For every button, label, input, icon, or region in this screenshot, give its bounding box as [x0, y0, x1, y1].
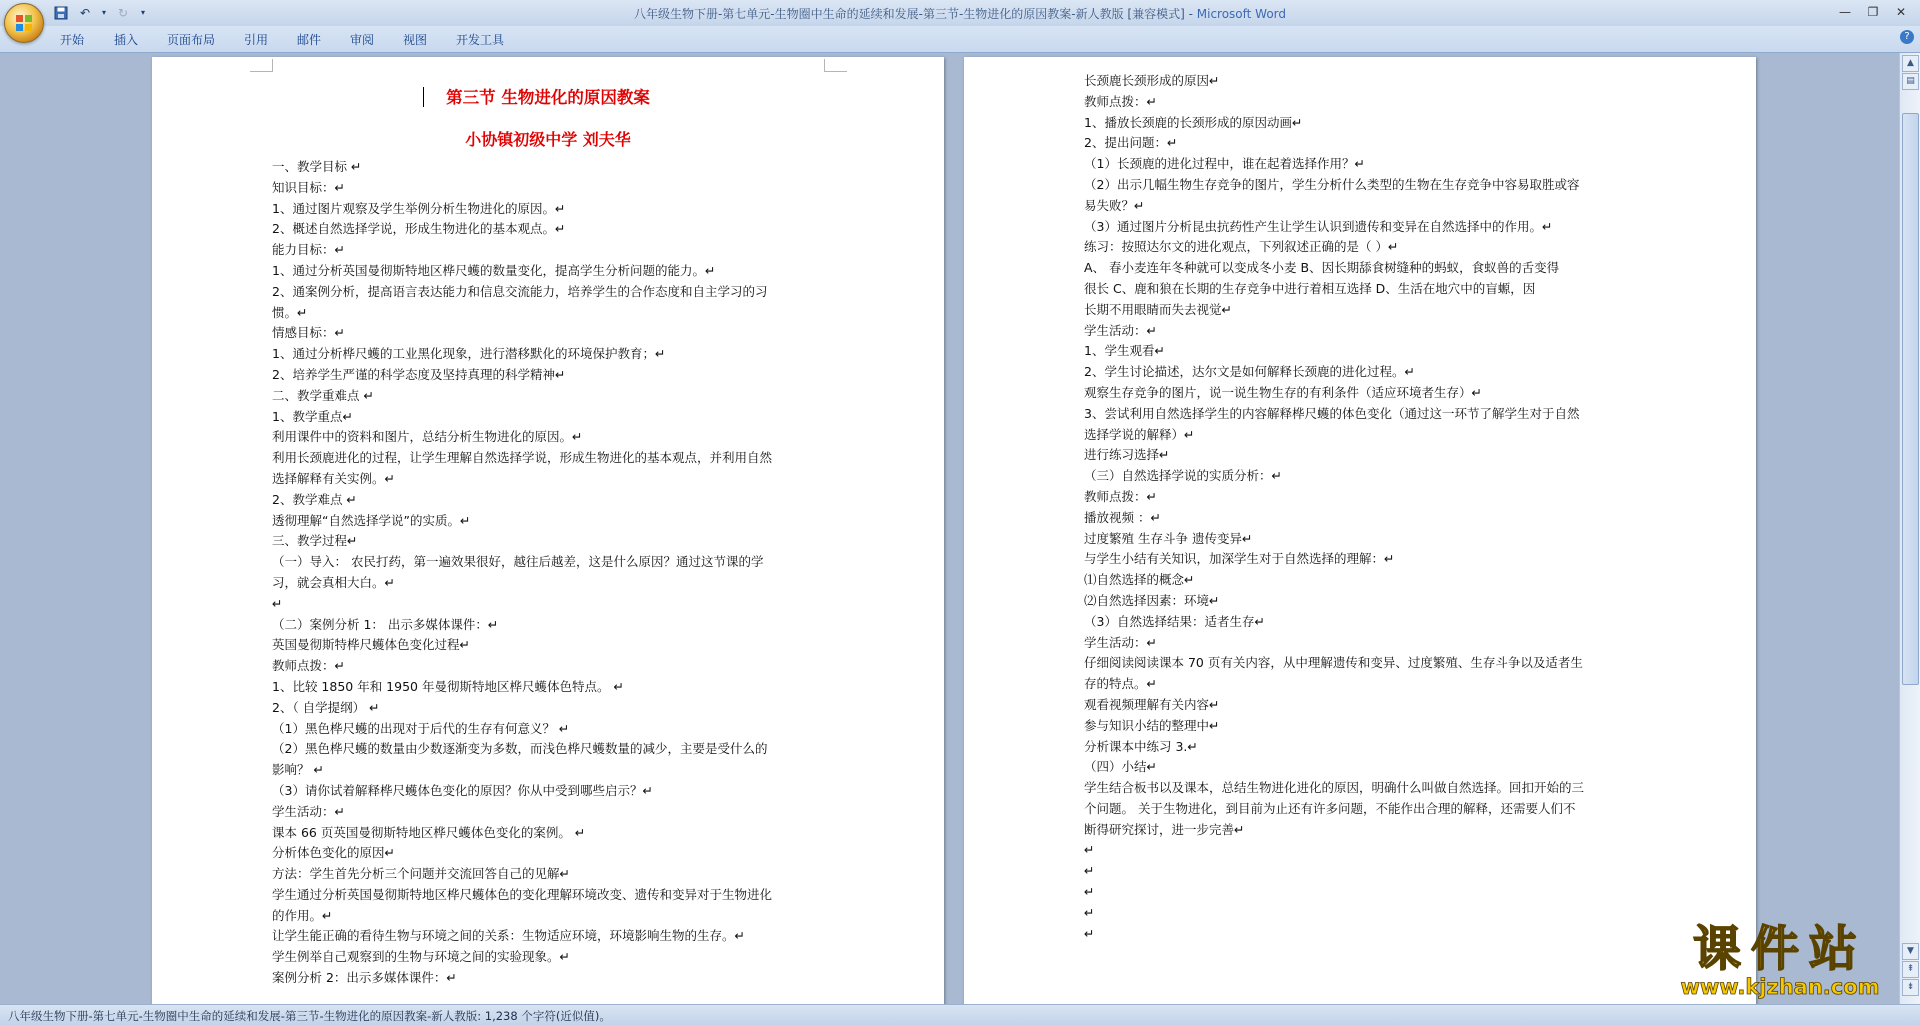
watermark-logo-text: 课件站: [1692, 921, 1867, 977]
paragraph-line: 与学生小结有关知识，加深学生对于自然选择的理解：↵: [1084, 551, 1395, 567]
page-2-body: [1084, 71, 1644, 944]
paragraph-line: （2）出示几幅生物生存竞争的图片，学生分析什么类型的生物在生存竞争中容易取胜或容: [1084, 176, 1580, 192]
paragraph-line: 2、概述自然选择学说，形成生物进化的基本观点。↵: [272, 221, 566, 237]
paragraph-line: 教师点拨：↵: [272, 658, 345, 674]
office-logo-icon: [14, 13, 34, 33]
paragraph-line: 1、通过图片观察及学生举例分析生物进化的原因。↵: [272, 200, 566, 216]
paragraph-line: 1、通过分析英国曼彻斯特地区桦尺蠖的数量变化，提高学生分析问题的能力。↵: [272, 262, 716, 278]
paragraph-line: 分析体色变化的原因↵: [272, 845, 395, 861]
paragraph-line: 习，就会真相大白。↵: [272, 574, 395, 590]
paragraph-line: 一、教学目标 ↵: [272, 159, 362, 174]
paragraph-line: ↵: [1084, 904, 1095, 920]
redo-icon[interactable]: ↻: [117, 5, 129, 20]
page-corner-mark: [824, 59, 847, 72]
undo-icon[interactable]: ↶: [79, 5, 91, 20]
paragraph-line: （三）自然选择学说的实质分析：↵: [1084, 468, 1282, 484]
page-corner-mark: [250, 59, 273, 72]
paragraph-line: 分析课本中练习 3.↵: [1084, 738, 1198, 754]
paragraph-line: 2、（ 自学提纲） ↵: [272, 699, 380, 715]
paragraph-line: 学生活动：↵: [1084, 634, 1157, 650]
maximize-icon[interactable]: ❐: [1867, 5, 1879, 19]
paragraph-line: 情感目标：↵: [272, 325, 345, 341]
paragraph-line: 影响？ ↵: [272, 762, 324, 778]
paragraph-line: 很长 C、鹿和狼在长期的生存竞争中进行着相互选择 D、生活在地穴中的盲螈，因: [1084, 280, 1536, 296]
next-page-icon[interactable]: ⇟: [1902, 979, 1919, 996]
paragraph-line: 观看视频理解有关内容↵: [1084, 696, 1220, 712]
ribbon-tabs: [0, 26, 1920, 53]
paragraph-line: 个问题。 关于生物进化，到目前为止还有许多问题，不能作出合理的解释，还需要人们不: [1084, 800, 1576, 816]
paragraph-line: 长期不用眼睛而失去视觉↵: [1084, 301, 1232, 317]
paragraph-line: （3）自然选择结果：适者生存↵: [1084, 613, 1265, 629]
status-word-count[interactable]: 八年级生物下册-第七单元-生物圈中生命的延续和发展-第三节-生物进化的原因教案-新人教版: 1,238 个字符(近似值)。: [8, 1009, 611, 1023]
paragraph-line: 过度繁殖 生存斗争 遗传变异↵: [1084, 530, 1253, 546]
paragraph-line: 教师点拨：↵: [1084, 93, 1157, 109]
document-page-2[interactable]: [964, 57, 1756, 1005]
paragraph-line: 案例分析 2：出示多媒体课件：↵: [272, 970, 457, 986]
paragraph-line: 利用课件中的资料和图片，总结分析生物进化的原因。↵: [272, 429, 583, 445]
paragraph-line: ⑵自然选择因素：环境↵: [1084, 592, 1220, 608]
paragraph-line: ↵: [1084, 925, 1095, 941]
paragraph-line: ↵: [1084, 842, 1095, 858]
paragraph-line: 1、播放长颈鹿的长颈形成的原因动画↵: [1084, 114, 1303, 130]
paragraph-line: 学生结合板书以及课本，总结生物进化进化的原因，明确什么叫做自然选择。回扣开始的三: [1084, 780, 1585, 796]
paragraph-line: 参与知识小结的整理中↵: [1084, 717, 1220, 733]
paragraph-line: 2、通案例分析，提高语言表达能力和信息交流能力，培养学生的合作态度和自主学习的习: [272, 283, 768, 299]
paragraph-line: 长颈鹿长颈形成的原因↵: [1084, 73, 1220, 88]
app-name: Microsoft Word: [1196, 7, 1287, 21]
paragraph-line: 利用长颈鹿进化的过程，让学生理解自然选择学说，形成生物进化的基本观点，并利用自然: [272, 450, 773, 466]
tab-references[interactable]: 引用: [244, 33, 269, 47]
paragraph-line: ⑴自然选择的概念↵: [1084, 572, 1195, 588]
paragraph-line: 2、教学难点 ↵: [272, 491, 357, 507]
paragraph-line: 惯。↵: [272, 304, 308, 320]
document-title: 第三节 生物进化的原因教案: [446, 88, 650, 107]
paragraph-line: （2）黑色桦尺蠖的数量由少数逐渐变为多数，而浅色桦尺蠖数量的减少，主要是受什么的: [272, 741, 768, 757]
paragraph-line: 选择解释有关实例。↵: [272, 470, 395, 486]
paragraph-line: 知识目标：↵: [272, 179, 345, 195]
paragraph-line: 能力目标：↵: [272, 242, 345, 258]
paragraph-line: 3、尝试利用自然选择学生的内容解释桦尺蠖的体色变化（通过这一环节了解学生对于自然: [1084, 405, 1580, 421]
paragraph-line: （1）长颈鹿的进化过程中，谁在起着选择作用？↵: [1084, 156, 1365, 172]
office-button[interactable]: [4, 3, 44, 43]
paragraph-line: 2、培养学生严谨的科学态度及坚持真理的科学精神↵: [272, 366, 566, 382]
tab-insert[interactable]: 插入: [114, 33, 139, 47]
window-controls: [1832, 2, 1914, 22]
paragraph-line: 学生通过分析英国曼彻斯特地区桦尺蠖体色的变化理解环境改变、遗传和变异对于生物进化: [272, 886, 773, 902]
paragraph-line: （3）通过图片分析昆虫抗药性产生让学生认识到遗传和变异在自然选择中的作用。↵: [1084, 218, 1553, 234]
document-workspace: [0, 53, 1900, 1005]
document-author: 小协镇初级中学 刘夫华: [465, 130, 631, 149]
close-icon[interactable]: ✕: [1895, 5, 1907, 19]
paragraph-line: 仔细阅读阅读课本 70 页有关内容，从中理解遗传和变异、过度繁殖、生存斗争以及适者生: [1084, 655, 1583, 671]
document-name: 八年级生物下册-第七单元-生物圈中生命的延续和发展-第三节-生物进化的原因教案-新人教版 [兼容模式] -: [633, 7, 1197, 21]
paragraph-line: 存的特点。↵: [1084, 676, 1157, 692]
status-bar: [0, 1004, 1920, 1025]
paragraph-line: A、 春小麦连年冬种就可以变成冬小麦 B、因长期舔食树缝种的蚂蚁，食蚁兽的舌变得: [1084, 260, 1560, 276]
paragraph-line: 观察生存竞争的图片，说一说生物生存的有利条件（适应环境者生存）↵: [1084, 384, 1482, 400]
tab-review[interactable]: 审阅: [350, 33, 375, 47]
paragraph-line: ↵: [272, 595, 283, 611]
paragraph-line: 2、学生讨论描述，达尔文是如何解释长颈鹿的进化过程。↵: [1084, 364, 1415, 380]
paragraph-line: ↵: [1084, 863, 1095, 879]
paragraph-line: （四）小结↵: [1084, 759, 1157, 775]
title-bar: [0, 0, 1920, 27]
help-icon[interactable]: ?: [1900, 30, 1914, 44]
tab-page-layout[interactable]: 页面布局: [167, 33, 216, 47]
scroll-up-icon[interactable]: ▲: [1902, 55, 1919, 72]
tab-mailings[interactable]: 邮件: [297, 33, 322, 47]
paragraph-line: 方法：学生首先分析三个问题并交流回答自己的见解↵: [272, 866, 570, 882]
paragraph-line: 学生活动：↵: [272, 803, 345, 819]
minimize-icon[interactable]: —: [1839, 5, 1851, 19]
tab-developer[interactable]: 开发工具: [456, 33, 505, 47]
paragraph-line: 让学生能正确的看待生物与环境之间的关系：生物适应环境，环境影响生物的生存。↵: [272, 928, 745, 944]
scrollbar-thumb[interactable]: [1902, 113, 1919, 685]
paragraph-line: 三、教学过程↵: [272, 533, 358, 549]
paragraph-line: （1）黑色桦尺蠖的出现对于后代的生存有何意义？ ↵: [272, 720, 570, 736]
vertical-scrollbar[interactable]: [1899, 53, 1920, 1005]
paragraph-line: 播放视频 ：↵: [1084, 509, 1161, 525]
paragraph-line: 学生例举自己观察到的生物与环境之间的实验现象。↵: [272, 949, 570, 965]
paragraph-line: ↵: [1084, 884, 1095, 900]
window-title: [0, 5, 1920, 22]
paragraph-line: 1、教学重点↵: [272, 408, 353, 424]
paragraph-line: 断得研究探讨，进一步完善↵: [1084, 821, 1245, 837]
paragraph-line: （3）请你试着解释桦尺蠖体色变化的原因？你从中受到哪些启示？↵: [272, 782, 653, 798]
page-1-body: [272, 157, 832, 989]
scroll-down-icon[interactable]: ▼: [1902, 943, 1919, 960]
tab-view[interactable]: 视图: [403, 33, 428, 47]
paragraph-line: （一）导入： 农民打药，第一遍效果很好，越往后越差，这是什么原因？通过这节课的学: [272, 554, 764, 570]
paragraph-line: 练习：按照达尔文的进化观点，下列叙述正确的是（ ）↵: [1084, 239, 1399, 255]
paragraph-line: 1、通过分析桦尺蠖的工业黑化现象，进行潜移默化的环境保护教育；↵: [272, 346, 666, 362]
previous-page-icon[interactable]: ⇞: [1902, 961, 1919, 978]
paragraph-line: 英国曼彻斯特桦尺蠖体色变化过程↵: [272, 637, 470, 653]
paragraph-line: 进行练习选择↵: [1084, 447, 1170, 463]
site-watermark: [1662, 923, 1898, 1003]
paragraph-line: 学生活动：↵: [1084, 322, 1157, 338]
customize-toolbar-icon[interactable]: ▾: [140, 8, 145, 17]
paragraph-line: （二）案例分析 1： 出示多媒体课件：↵: [272, 616, 499, 632]
paragraph-line: 课本 66 页英国曼彻斯特地区桦尺蠖体色变化的案例。 ↵: [272, 824, 586, 840]
paragraph-line: 透彻理解“自然选择学说”的实质。↵: [272, 512, 471, 528]
paragraph-line: 教师点拨：↵: [1084, 488, 1157, 504]
paragraph-line: 1、比较 1850 年和 1950 年曼彻斯特地区桦尺蠖体色特点。 ↵: [272, 678, 624, 694]
paragraph-line: 2、提出问题：↵: [1084, 135, 1178, 151]
paragraph-line: 的作用。↵: [272, 907, 333, 923]
paragraph-line: 选择学说的解释）↵: [1084, 426, 1195, 442]
document-page-1[interactable]: [152, 57, 944, 1005]
paragraph-line: 二、教学重难点 ↵: [272, 387, 374, 403]
tab-home[interactable]: 开始: [60, 33, 85, 47]
paragraph-line: 易失败？↵: [1084, 197, 1145, 213]
paragraph-line: 1、学生观看↵: [1084, 343, 1165, 359]
ruler-toggle-icon[interactable]: ▤: [1902, 73, 1919, 90]
watermark-url: www.kjzhan.com: [1680, 975, 1880, 999]
undo-dropdown-icon[interactable]: ▾: [101, 8, 106, 17]
